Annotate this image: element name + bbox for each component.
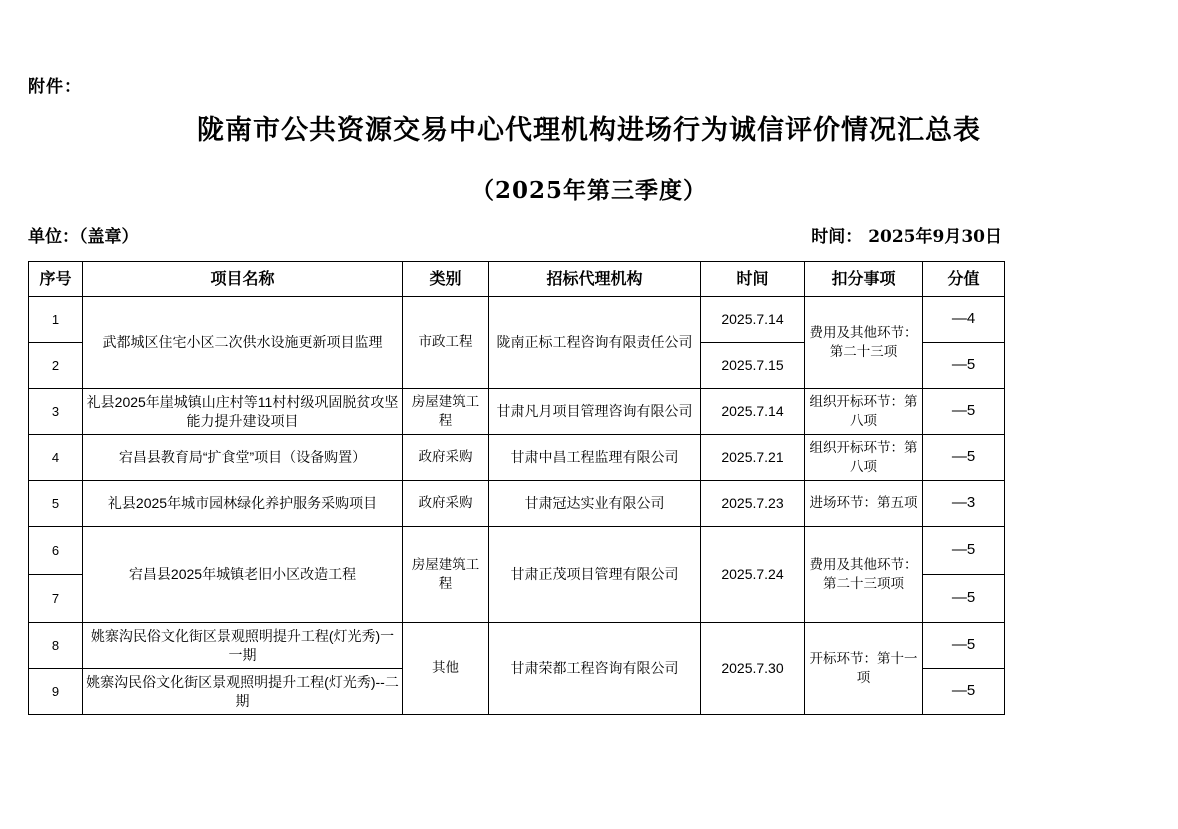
cell-score: —5: [923, 435, 1005, 481]
evaluation-table: [28, 261, 1005, 715]
cell-date: 2025.7.24: [701, 527, 805, 623]
cell-deduction-item: 开标环节：第十一项: [805, 623, 923, 715]
cell-seq: 4: [29, 435, 83, 481]
column-header-project-name: 项目名称: [83, 262, 403, 297]
cell-project-name: 姚寨沟民俗文化街区景观照明提升工程(灯光秀)一 一期: [83, 623, 403, 669]
cell-project-name: 宕昌县教育局“扩食堂”项目（设备购置）: [83, 435, 403, 481]
cell-deduction-item: 费用及其他环节：第二十三项: [805, 297, 923, 389]
cell-category: 房屋建筑工程: [403, 389, 489, 435]
cell-project-name: 姚寨沟民俗文化街区景观照明提升工程(灯光秀)--二期: [83, 669, 403, 715]
attachment-label: 附件：: [28, 77, 82, 97]
cell-seq: 7: [29, 575, 83, 623]
table-row: [29, 623, 1005, 669]
page-title: 陇南市公共资源交易中心代理机构进场行为诚信评价情况汇总表: [197, 115, 981, 146]
table-row: [29, 435, 1005, 481]
cell-seq: 3: [29, 389, 83, 435]
time-label: 时间： 2025年9月30日: [811, 227, 1002, 247]
cell-agency: 陇南正标工程咨询有限责任公司: [489, 297, 701, 389]
cell-date: 2025.7.21: [701, 435, 805, 481]
cell-project-name: 礼县2025年城市园林绿化养护服务采购项目: [83, 481, 403, 527]
cell-seq: 6: [29, 527, 83, 575]
column-header-agency: 招标代理机构: [489, 262, 701, 297]
meta-row: [28, 222, 1150, 250]
cell-category: 政府采购: [403, 481, 489, 527]
page-subtitle: （2025年第三季度）: [470, 177, 707, 204]
cell-date: 2025.7.15: [701, 343, 805, 389]
cell-deduction-item: 组织开标环节：第八项: [805, 389, 923, 435]
cell-seq: 9: [29, 669, 83, 715]
cell-deduction-item: 进场环节：第五项: [805, 481, 923, 527]
cell-agency: 甘肃中昌工程监理有限公司: [489, 435, 701, 481]
cell-category: 其他: [403, 623, 489, 715]
column-header-category: 类别: [403, 262, 489, 297]
cell-score: —4: [923, 297, 1005, 343]
cell-seq: 8: [29, 623, 83, 669]
cell-deduction-item: 费用及其他环节：第二十三项项: [805, 527, 923, 623]
table-row: [29, 389, 1005, 435]
cell-date: 2025.7.14: [701, 389, 805, 435]
column-header-deduction-item: 扣分事项: [805, 262, 923, 297]
cell-deduction-item: 组织开标环节：第八项: [805, 435, 923, 481]
cell-seq: 2: [29, 343, 83, 389]
cell-score: —5: [923, 389, 1005, 435]
cell-project-name: 宕昌县2025年城镇老旧小区改造工程: [83, 527, 403, 623]
cell-agency: 甘肃正茂项目管理有限公司: [489, 527, 701, 623]
column-header-date: 时间: [701, 262, 805, 297]
cell-agency: 甘肃荣都工程咨询有限公司: [489, 623, 701, 715]
cell-agency: 甘肃凡月项目管理咨询有限公司: [489, 389, 701, 435]
table-row: [29, 527, 1005, 575]
cell-category: 政府采购: [403, 435, 489, 481]
cell-score: —5: [923, 343, 1005, 389]
cell-agency: 甘肃冠达实业有限公司: [489, 481, 701, 527]
cell-date: 2025.7.30: [701, 623, 805, 715]
cell-date: 2025.7.14: [701, 297, 805, 343]
unit-label: 单位：（盖章）: [28, 227, 139, 247]
column-header-seq: 序号: [29, 262, 83, 297]
table-header-row: [29, 262, 1005, 297]
cell-category: 房屋建筑工程: [403, 527, 489, 623]
cell-score: —5: [923, 575, 1005, 623]
cell-seq: 1: [29, 297, 83, 343]
cell-project-name: 礼县2025年崖城镇山庄村等11村村级巩固脱贫攻坚能力提升建设项目: [83, 389, 403, 435]
cell-project-name: 武都城区住宅小区二次供水设施更新项目监理: [83, 297, 403, 389]
cell-seq: 5: [29, 481, 83, 527]
column-header-score: 分值: [923, 262, 1005, 297]
cell-score: —5: [923, 623, 1005, 669]
table-row: [29, 297, 1005, 343]
cell-date: 2025.7.23: [701, 481, 805, 527]
table-row: [29, 481, 1005, 527]
cell-score: —5: [923, 669, 1005, 715]
cell-category: 市政工程: [403, 297, 489, 389]
cell-score: —5: [923, 527, 1005, 575]
cell-score: —3: [923, 481, 1005, 527]
